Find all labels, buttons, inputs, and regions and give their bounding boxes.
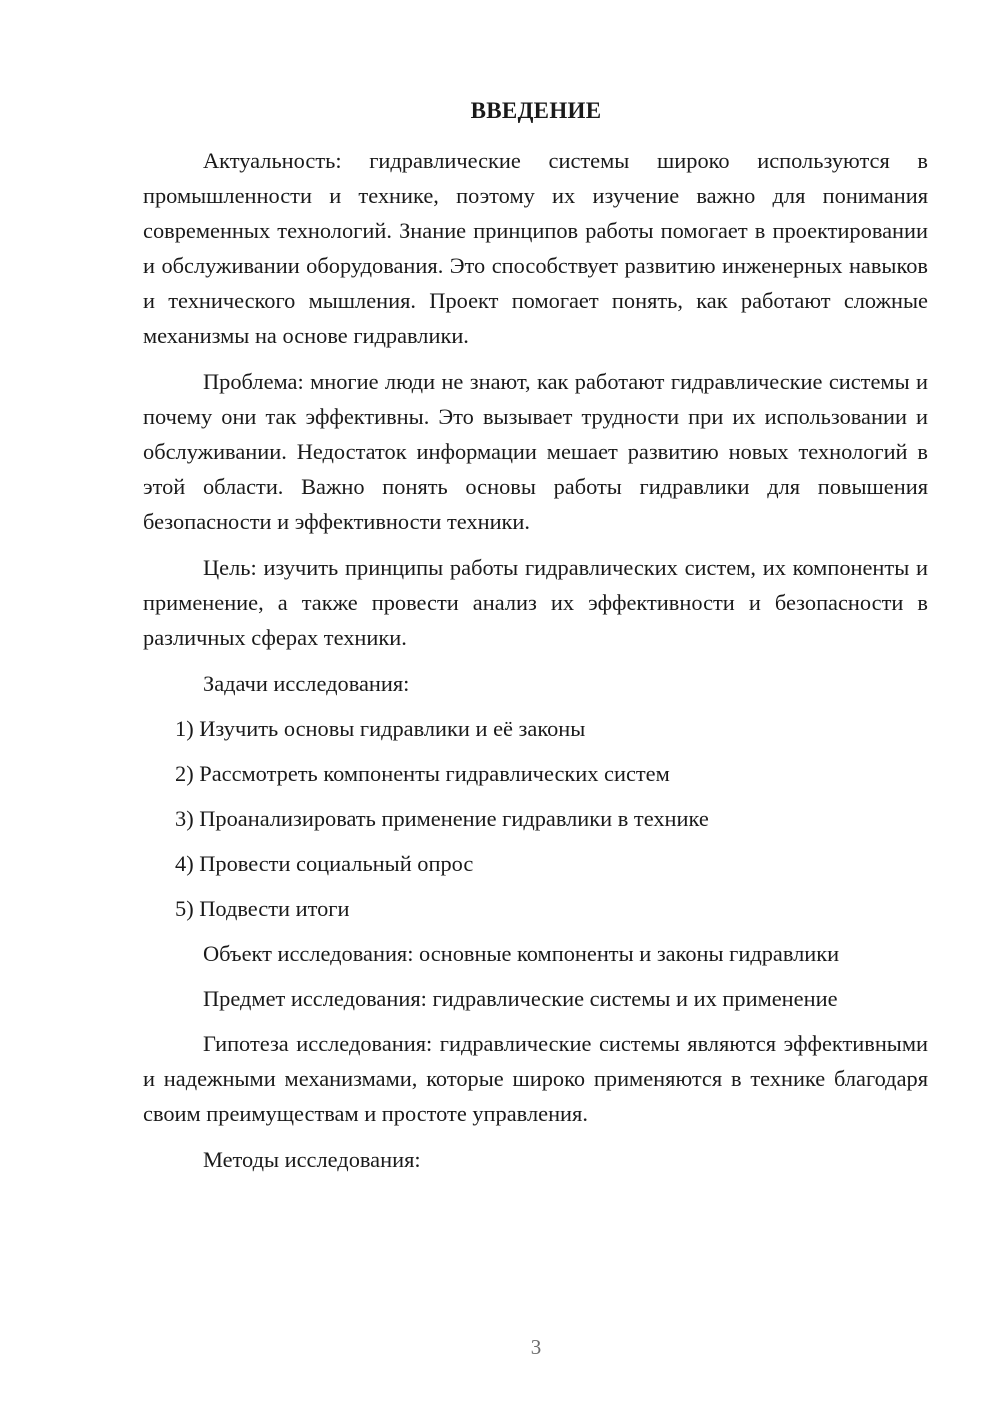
list-item: 5) Подвести итоги xyxy=(175,896,350,921)
page-number: 3 xyxy=(530,1335,542,1359)
subject-line: Предмет исследования: гидравлические системы и их применение xyxy=(203,986,838,1011)
list-item: 3) Проанализировать применение гидравлики в технике xyxy=(175,806,709,831)
list-item: 2) Рассмотреть компоненты гидравлических систем xyxy=(175,761,670,786)
methods-heading: Методы исследования: xyxy=(203,1147,421,1172)
section-title: ВВЕДЕНИЕ xyxy=(470,98,602,123)
list-item: 4) Провести социальный опрос xyxy=(175,851,474,876)
object-line: Объект исследования: основные компоненты и законы гидравлики xyxy=(203,941,840,966)
goal-paragraph: Цель: изучить принципы работы гидравлических систем, их компоненты и применение, а также провести анализ их эффективности и безопасности в различных сферах техники. xyxy=(143,555,928,650)
problem-paragraph: Проблема: многие люди не знают, как работают гидравлические системы и почему они так эффективны. Это вызывает трудности при их использовании и обслуживании. Недостаток информации мешает развитию новых технологий в этой области. Важно понять основы работы гидравлики для повышения безопасности и эффективности техники. xyxy=(143,369,928,534)
tasks-list xyxy=(143,711,928,926)
tasks-heading: Задачи исследования: xyxy=(203,671,410,696)
list-item: 1) Изучить основы гидравлики и её законы xyxy=(175,716,586,741)
relevance-paragraph: Актуальность: гидравлические системы широко используются в промышленности и технике, поэтому их изучение важно для понимания современных технологий. Знание принципов работы помогает в проектировании и обслуживании оборудования. Это способствует развитию инженерных навыков и технического мышления. Проект помогает понять, как работают сложные механизмы на основе гидравлики. xyxy=(143,148,928,348)
document-body xyxy=(143,143,928,1187)
hypothesis-paragraph: Гипотеза исследования: гидравлические системы являются эффективными и надежными механизмами, которые широко применяются в технике благодаря своим преимуществам и простоте управления. xyxy=(143,1031,928,1126)
